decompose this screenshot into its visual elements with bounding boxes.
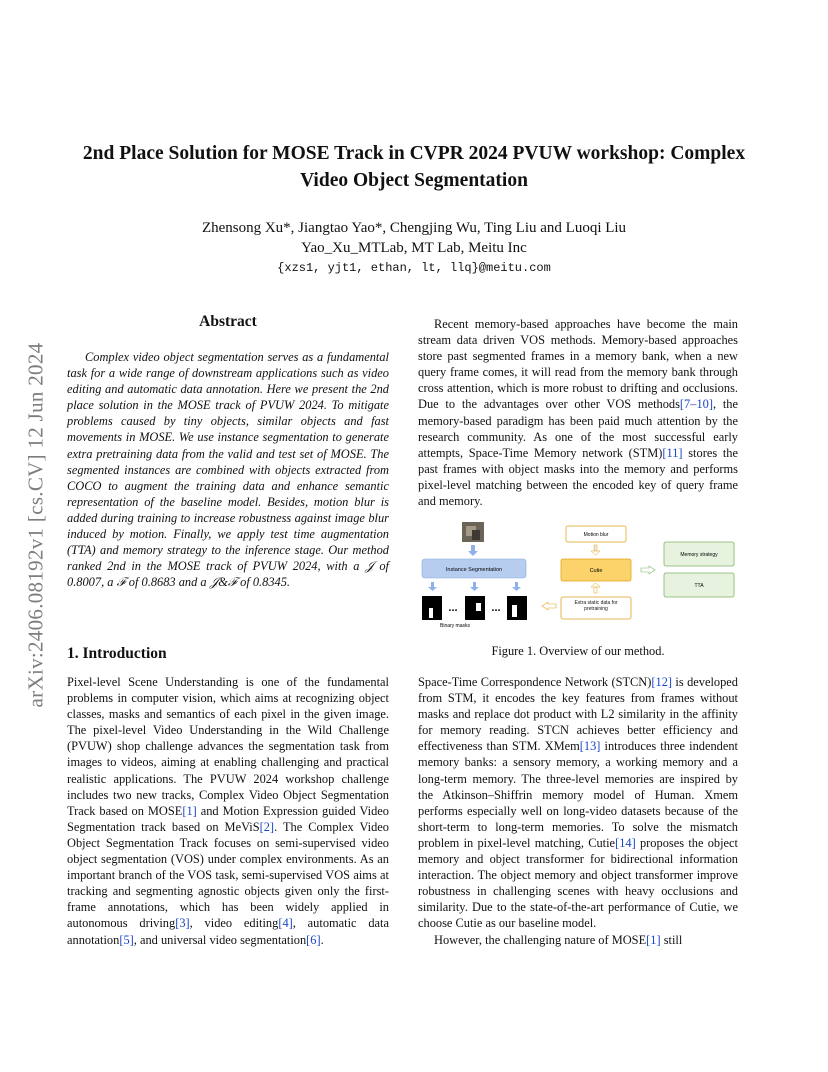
figure-caption: Figure 1. Overview of our method. [491, 644, 665, 658]
intro-paragraph: Pixel-level Scene Understanding is one of the fundamental problems in computer vision, which aims at recognizing object classes, masks and semantics of each pixel in the given image. The pixel-level Video Understanding in the Wild Challenge (PVUW) shop challenge advances the segmentation task from images to videos, aiming at enabling challenging and practical realistic applications. The PVUW 2024 workshop challenge includes two new tracks, Complex Video Object Segmentation Track based on MOSE[1] and Motion Expression guided Video Segmentation track based on MeViS[2]. The Complex Video Object Segmentation Track focuses on semi-supervised video object segmentation (VOS) under complex environments. As an important branch of the VOS task, semi-supervised VOS aims at tracking and segmenting agnostic objects given only the first-frame annotations, which has been widely applied in autonomous driving[3], video editing[4], automatic data annotation[5], and universal video segmentation[6]. [67, 675, 389, 947]
arrow-down-icon [471, 545, 475, 551]
arxiv-identifier: arXiv:2406.08192v1 [cs.CV] 12 Jun 2024 [23, 342, 48, 708]
stcn-paragraph: Space-Time Correspondence Network (STCN)[12] is developed from STM, it encodes the key features from frames without masks and replace dot product with L2 similarity in the affinity for memory reading. STCN achieves better efficiency and effectiveness than STM. XMem[13] introduces three indendent memory banks: a sensory memory, a working memory and a long-term memory. The three-level memories are inspired by the Atkinson–Shiffrin memory model of Human. Xmem performs especially well on long-video datasets because of the short-term to long-term memories. To solve the mismatch problem in pixel-level matching, Cutie[14] proposes the object memory and object transformer for bidirectional information interaction. The object memory and object transformer improve robustness in challenging scenes with heavy occlusions and similarity. Due to the state-of-the-art performance of Cutie, we choose Cutie as our baseline model. [418, 675, 738, 931]
tta-label: TTA [694, 583, 704, 589]
citation-link[interactable]: [12] [651, 675, 673, 689]
author-block [60, 218, 768, 258]
arrow-right-icon [641, 566, 655, 574]
citation-link[interactable]: [13] [579, 739, 601, 754]
ellipsis: ... [448, 602, 458, 614]
citation-link[interactable]: [4] [278, 916, 293, 931]
citation-link[interactable]: [6] [306, 932, 321, 947]
arrow-left-icon [542, 602, 556, 610]
abstract-heading: Abstract [199, 313, 257, 330]
arrow-up-icon [591, 583, 600, 587]
memory-paragraph: Recent memory-based approaches have become the main stream data driven VOS methods. Memory-based approaches store past segmented frames in a memory bank, when a new query frame comes, it will read from the memory bank through cross attention, which is more robust to drifting and occlusions. Due to the advantages over other VOS methods[7–10], the memory-based paradigm has been paid much attention by the research community. As one of the most successful early attempts, Space-Time Memory network (STM)[11] stores the past frames with object masks into the memory and performs pixel-level matching between the encoded key of query frame and memory. [418, 317, 738, 509]
binary-mask-image [465, 596, 485, 620]
arrow-down-icon [591, 551, 600, 555]
citation-link[interactable]: [11] [662, 445, 683, 460]
cutie-label: Cutie [589, 568, 603, 574]
citation-link[interactable]: [1] [182, 803, 197, 818]
section-heading-introduction: 1. Introduction [67, 645, 167, 662]
citation-link[interactable]: [1] [646, 932, 661, 947]
introduction-body [67, 674, 389, 948]
overview-diagram [418, 518, 743, 632]
overview-figure [418, 518, 743, 632]
citation-link[interactable]: [14] [615, 835, 636, 850]
author-names: Zhensong Xu*, Jiangtao Yao*, Chengjing Wu, Ting Liu and Luoqi Liu [201, 220, 627, 236]
right-column-top [418, 316, 738, 509]
ellipsis: ... [491, 602, 501, 614]
mose-paragraph: However, the challenging nature of MOSE[1] still [434, 932, 683, 947]
right-column-bottom [418, 674, 738, 948]
memory-strategy-label: Memory strategy [680, 552, 718, 558]
affiliation: Yao_Xu_MTLab, MT Lab, Meitu Inc [301, 240, 527, 256]
citation-link[interactable]: [2] [259, 819, 275, 834]
abstract-text: Complex video object segmentation serves as a fundamental task for a wide range of downstream applications such as video editing and automatic data annotation. Here we present the 2nd place solution in the MOSE track of PVUW 2024. To mitigate problems caused by tiny objects, similar objects and fast movements in MOSE. We use instance segmentation to generate extra pretraining data from the valid and test set of MOSE. The segmented instances are combined with objects extracted from COCO to augment the training data and enhance semantic representation of the baseline model. Besides, motion blur is added during training to increase robustness against image blur induced by motion. Finally, we apply test time augmentation (TTA) and memory strategy to the inference stage. Our method ranked 2nd in the MOSE track of PVUW 2024, with a 𝒥 of 0.8007, a ℱ of 0.8683 and a 𝒥&ℱ of 0.8345. [67, 350, 389, 590]
citation-link[interactable]: [5] [119, 932, 134, 947]
author-emails: {xzs1, yjt1, ethan, lt, llq}@meitu.com [277, 261, 551, 275]
instance-segmentation-label: Instance Segmentation [445, 567, 503, 573]
citation-link[interactable]: [3] [175, 916, 190, 931]
arxiv-sidebar [14, 290, 58, 760]
binary-masks-label: Binary masks [440, 623, 471, 629]
abstract-body [67, 349, 389, 590]
extra-data-label: Extra static data for pretraining [574, 600, 618, 612]
citation-link[interactable]: [7–10] [679, 397, 713, 412]
motion-blur-label: Motion blur [583, 532, 609, 538]
paper-title: 2nd Place Solution for MOSE Track in CVPR 2024 PVUW workshop: Complex Video Object Segmentation [82, 143, 746, 191]
